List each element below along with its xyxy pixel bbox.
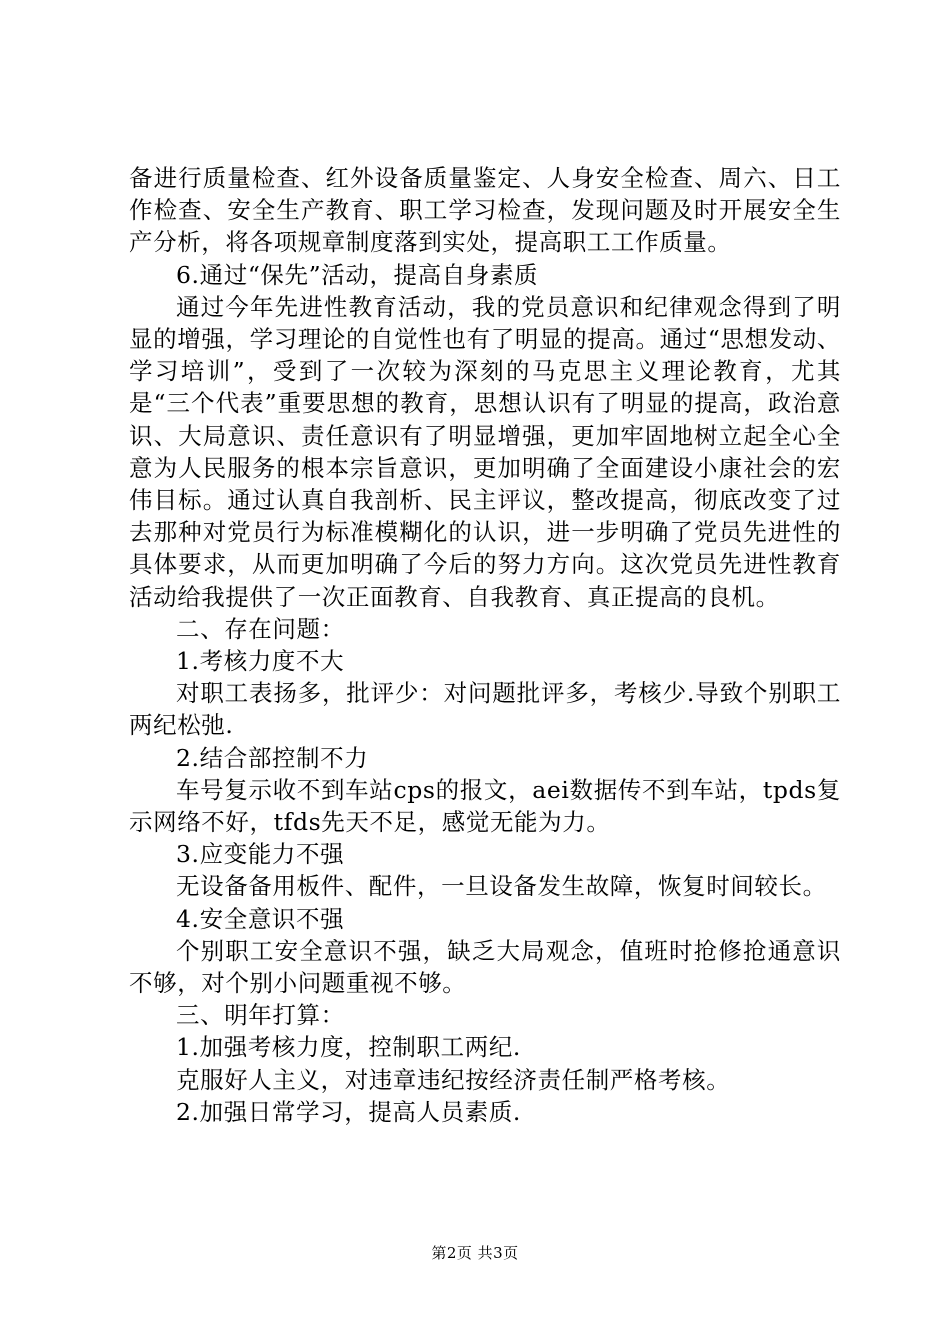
- problem-paragraph-3: 无设备备用板件、配件，一旦设备发生故障，恢复时间较长。: [176, 872, 827, 901]
- problem-paragraph-1: 对职工表扬多，批评少：对问题批评多，考核少.导致个别职工两纪松弛.: [129, 679, 841, 740]
- paragraph-education-activity: 通过今年先进性教育活动，我的党员意识和纪律观念得到了明显的增强，学习理论的自觉性也有了明显的提高。通过“思想发动、学习培训”，受到了一次较为深刻的马克思主义理论教育，尤其是“三个代表”重要思想的教育，思想认识有了明显的提高，政治意识、大局意识、责任意识有了明显增强，更加牢固地树立起全心全意为人民服务的根本宗旨意识，更加明确了全面建设小康社会的宏伟目标。通过认真自我剖析、民主评议，整改提高，彻底改变了过去那种对党员行为标准模糊化的认识，进一步明确了党员先进性的具体要求，从而更加明确了今后的努力方向。这次党员先进性教育活动给我提供了一次正面教育、自我教育、真正提高的良机。: [129, 292, 841, 611]
- document-body: [129, 162, 841, 1128]
- problem-heading-4: 4.安全意识不强: [176, 904, 345, 933]
- problem-paragraph-4: 个别职工安全意识不强，缺乏大局观念，值班时抢修抢通意识不够，对个别小问题重视不够。: [129, 936, 841, 998]
- paragraph-continued: 备进行质量检查、红外设备质量鉴定、人身安全检查、周六、日工作检查、安全生产教育、职工学习检查，发现问题及时开展安全生产分析，将各项规章制度落到实处，提高职工工作质量。: [129, 164, 841, 257]
- problem-heading-2: 2.结合部控制不力: [176, 743, 369, 772]
- page-footer: [0, 1243, 950, 1263]
- plan-heading-2: 2.加强日常学习，提高人员素质.: [176, 1097, 521, 1126]
- section-heading-problems: 二、存在问题：: [176, 614, 345, 643]
- section-heading-6: 6.通过“保先”活动，提高自身素质: [176, 260, 539, 289]
- problem-heading-1: 1.考核力度不大: [176, 647, 345, 676]
- plan-paragraph-1: 克服好人主义，对违章违纪按经济责任制严格考核。: [176, 1065, 731, 1094]
- page-number-label: 第2页 共3页: [431, 1244, 519, 1262]
- problem-heading-3: 3.应变能力不强: [176, 840, 345, 869]
- plan-heading-1: 1.加强考核力度，控制职工两纪.: [176, 1033, 521, 1062]
- section-heading-plans: 三、明年打算：: [176, 1001, 345, 1030]
- problem-paragraph-2: 车号复示收不到车站cps的报文，aei数据传不到车站，tpds复示网络不好，tfds先天不足，感觉无能为力。: [129, 775, 841, 837]
